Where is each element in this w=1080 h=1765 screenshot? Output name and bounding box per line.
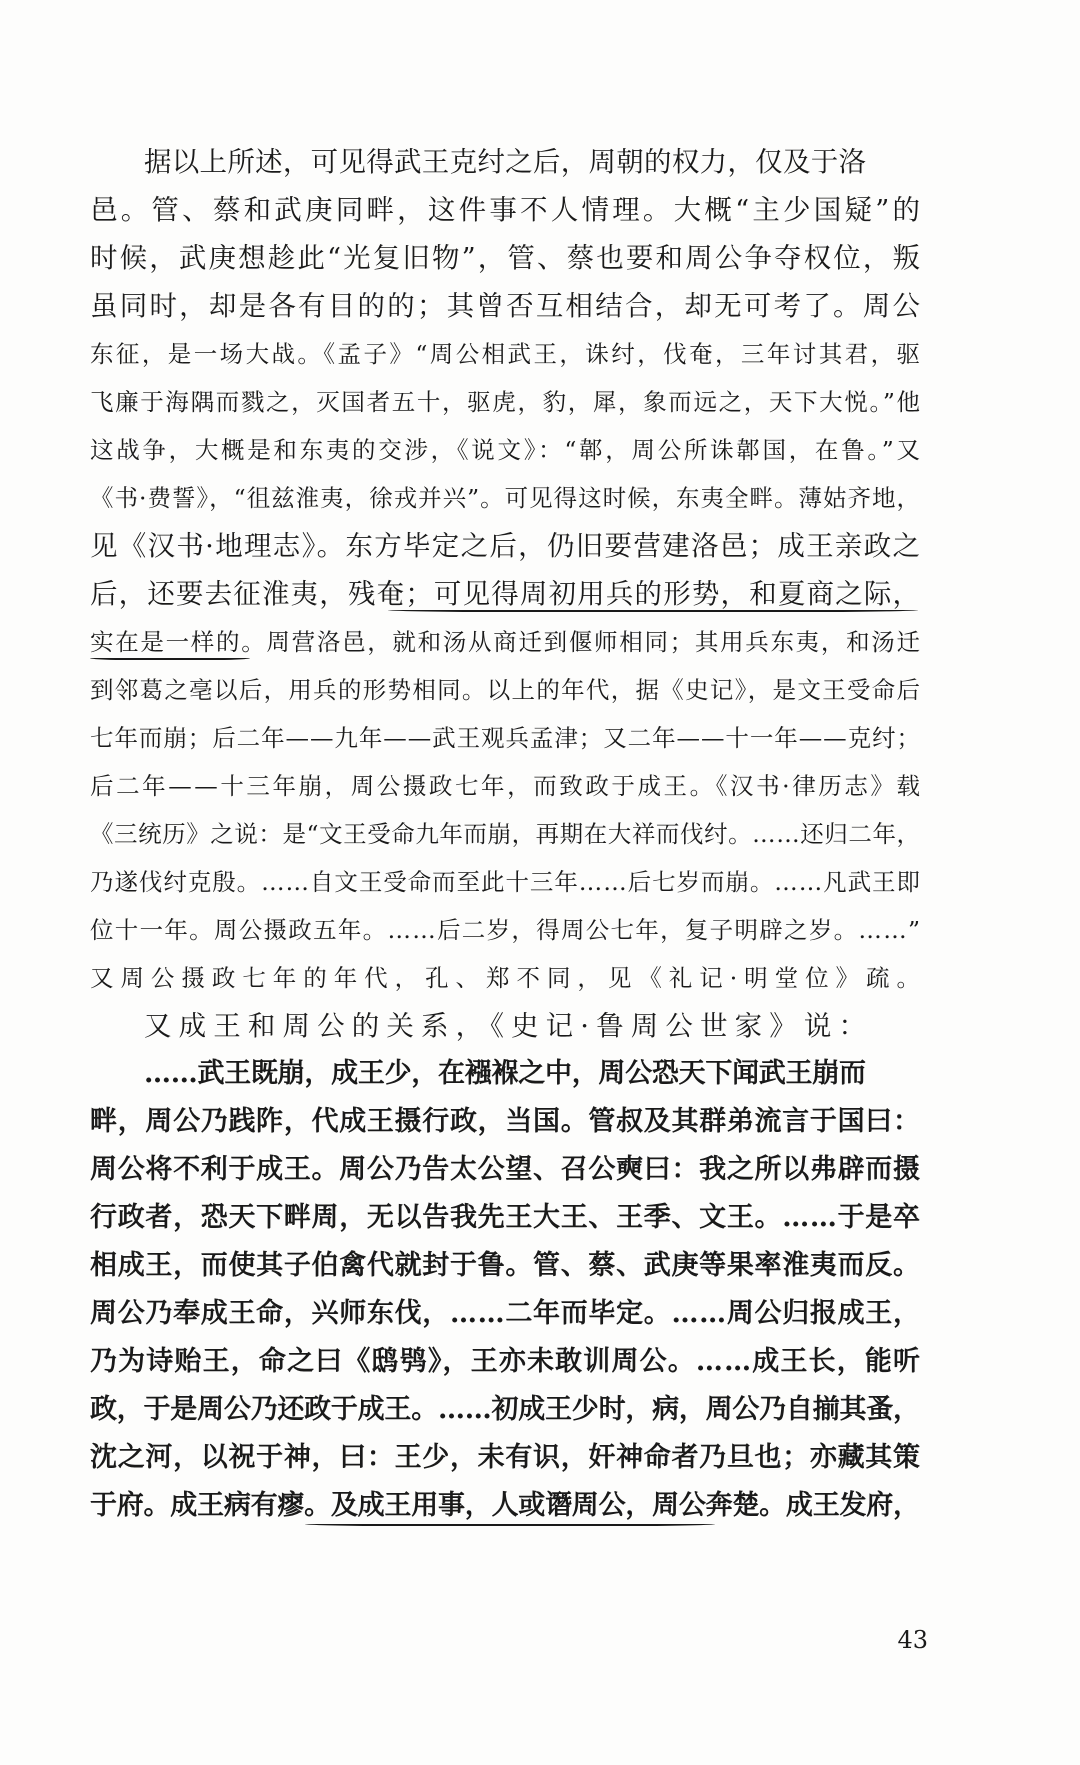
text-line: 邑。管、蔡和武庚同畔，这件事不人情理。大概“主少国疑”的 [90, 194, 924, 226]
page-number: 43 [897, 1626, 928, 1654]
text-line: 虽同时，却是各有目的的；其曾否互相结合，却无可考了。周公 [90, 290, 923, 322]
quote-line: 周公乃奉成王命，兴师东伐，……二年而毕定。……周公归报成王， [90, 1298, 921, 1329]
text-line: 又成王和周公的关系，《史记·鲁周公世家》说： [144, 1010, 874, 1042]
text-line: 后二年——十三年崩，周公摄政七年，而致政于成王。《汉书·律历志》载 [90, 772, 923, 800]
quote-line: 周公将不利于成王。周公乃告太公望、召公奭曰：我之所以弗辟而摄 [90, 1154, 921, 1185]
text-line: 位十一年。周公摄政五年。……后二岁，得周公七年，复子明辟之岁。……” [90, 916, 922, 944]
text-line-content: 实在是一样的。周营洛邑，就和汤从商迁到偃师相同；其用兵东夷，和汤迁 [90, 628, 922, 656]
text-line: 乃遂伐纣克殷。……自文王受命而至此十三年……后七岁而崩。……凡武王即 [90, 868, 921, 896]
hand-underline [305, 1524, 715, 1526]
text-line: 七年而崩；后二年——九年——武王观兵孟津；又二年——十一年——克纣； [90, 724, 921, 752]
text-line: 到邻葛之亳以后，用兵的形势相同。以上的年代，据《史记》，是文王受命后 [90, 676, 922, 704]
text-line-underlined [90, 618, 920, 666]
body-text [90, 138, 927, 1530]
hand-underline [90, 658, 250, 660]
text-line-content: 于府。成王病有瘳。及成王用事，人或谮周公，周公奔楚。成王发府， [90, 1490, 920, 1521]
quote-line: 畔，周公乃践阼，代成王摄行政，当国。管叔及其群弟流言于国曰： [90, 1106, 921, 1137]
text-line: 这战争，大概是和东夷的交涉，《说文》：“郼，周公所诛郼国，在鲁。”又 [90, 436, 923, 464]
text-line-underlined [90, 570, 920, 618]
hand-underline [388, 610, 918, 612]
quote-line: 乃为诗贻王，命之曰《鸱鸮》，王亦未敢训周公。……成王长，能听 [90, 1346, 922, 1377]
text-line: 东征，是一场大战。《孟子》“周公相武王，诛纣，伐奄，三年讨其君，驱 [90, 340, 923, 368]
text-line: 时候，武庚想趁此“光复旧物”，管、蔡也要和周公争夺权位，叛 [90, 242, 923, 274]
quote-line: ……武王既崩，成王少，在襁褓之中，周公恐天下闻武王崩而 [144, 1058, 866, 1089]
text-line-content: 后，还要去征淮夷，残奄；可见得周初用兵的形势，和夏商之际， [90, 578, 922, 610]
text-line: 又周公摄政七年的年代，孔、郑不同，见《礼记·明堂位》疏。 [90, 964, 927, 992]
text-line: 见《汉书·地理志》。东方毕定之后，仍旧要营建洛邑；成王亲政之 [90, 530, 922, 562]
quote-line: 行政者，恐天下畔周，无以告我先王大王、王季、文王。……于是卒 [90, 1202, 921, 1233]
text-line: 飞廉于海隅而戮之，灭国者五十，驱虎，豹，犀，象而远之，天下大悦。”他 [90, 388, 922, 416]
text-line: 据以上所述，可见得武王克纣之后，周朝的权力，仅及于洛 [144, 146, 867, 178]
quote-line: 政，于是周公乃还政于成王。……初成王少时，病，周公乃自揃其蚤， [90, 1394, 920, 1425]
quote-line-underlined [90, 1482, 920, 1530]
text-line: 《书·费誓》，“徂兹淮夷，徐戎并兴”。可见得这时候，东夷全畔。薄姑齐地， [90, 484, 921, 512]
quote-line: 相成王，而使其子伯禽代就封于鲁。管、蔡、武庚等果率淮夷而反。 [90, 1250, 921, 1281]
text-line: 《三统历》之说：是“文王受命九年而崩，再期在大祥而伐纣。……还归二年， [90, 820, 921, 848]
quote-line: 沈之河，以祝于神，曰：王少，未有识，奸神命者乃旦也；亦藏其策 [90, 1442, 921, 1473]
